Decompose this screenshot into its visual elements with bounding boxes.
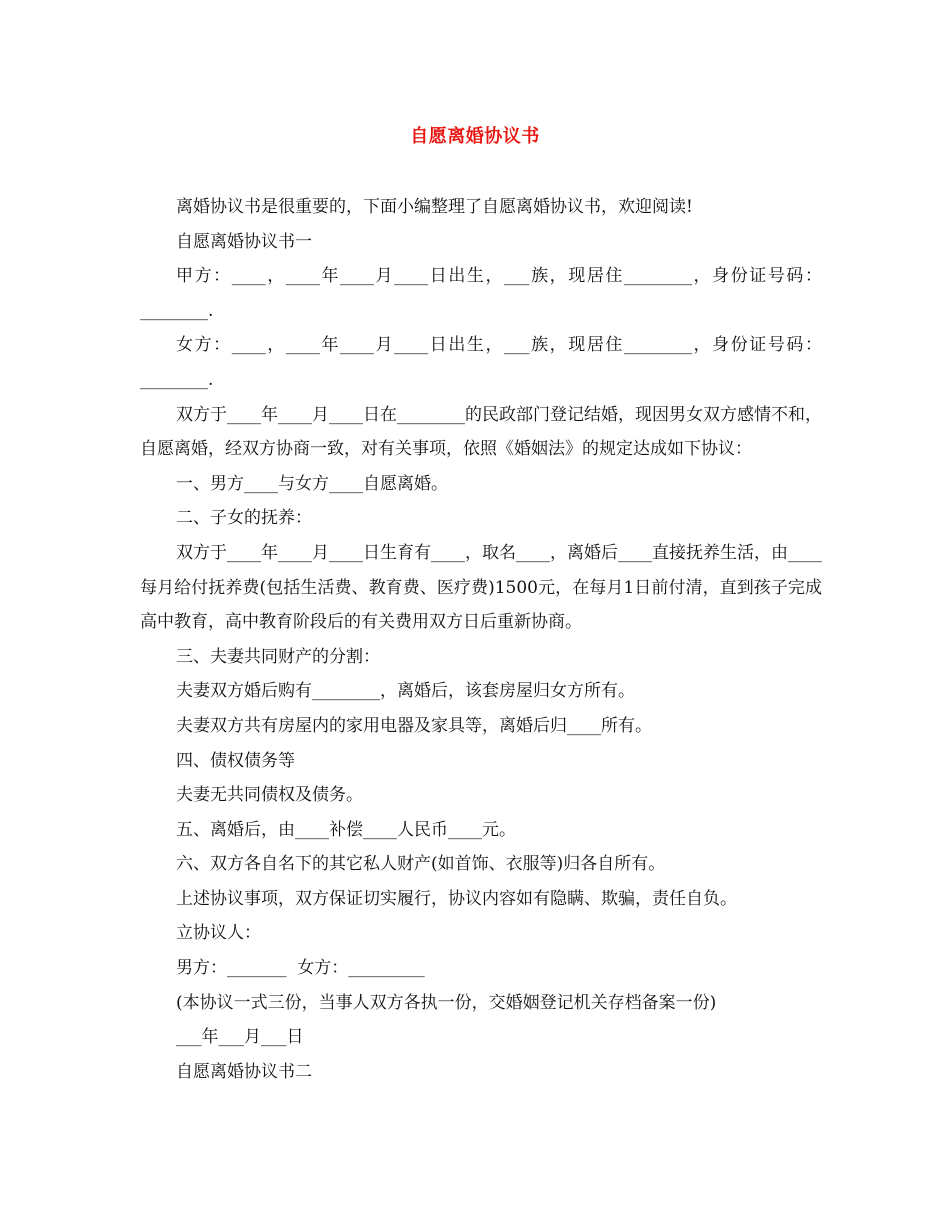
child-support-paragraph: 双方于____年____月____日生育有____，取名____，离婚后____直接抚养生活，由____每月给付抚养费(包括生活费、教育费、医疗费)1500元，在每月1日前付清，直到孩子完成高中教育，高中教育阶段后的有关费用双方日后重新协商。 [140,542,822,633]
clause-two-heading: 二、子女的抚养： [176,508,312,529]
property-house-paragraph: 夫妻双方婚后购有________，离婚后，该套房屋归女方所有。 [176,681,635,702]
date-line: ___年___月___日 [176,1027,304,1048]
marriage-registration-paragraph: 双方于____年____月____日在________的民政部门登记结婚，现因男女双方感情不和，自愿离婚，经双方协商一致，对有关事项，依照《婚姻法》的规定达成如下协议： [140,404,822,460]
debt-paragraph: 夫妻无共同债权及债务。 [176,785,363,806]
signature-line: 男方：_______ 女方：_________ [176,958,425,979]
clause-six: 六、双方各自名下的其它私人财产(如首饰、衣服等)归各自所有。 [176,854,666,875]
intro-paragraph: 离婚协议书是很重要的，下面小编整理了自愿离婚协议书，欢迎阅读! [176,197,693,217]
clause-three-heading: 三、夫妻共同财产的分割： [176,646,380,667]
party-a-info: 甲方：____，____年____月____日出生，___族，现居住________，身份证号码：________. [140,266,822,321]
section-heading-agreement-one: 自愿离婚协议书一 [176,231,312,252]
clause-four-heading: 四、债权债务等 [176,750,295,771]
clause-one: 一、男方____与女方____自愿离婚。 [176,473,448,494]
property-furniture-paragraph: 夫妻双方共有房屋内的家用电器及家具等，离婚后归____所有。 [176,715,652,736]
document-title: 自愿离婚协议书 [410,126,540,147]
signatories-label: 立协议人： [176,923,261,944]
clause-five: 五、离婚后，由____补偿____人民币____元。 [176,819,516,840]
section-heading-agreement-two: 自愿离婚协议书二 [176,1061,312,1082]
copies-note: (本协议一式三份，当事人双方各执一份，交婚姻登记机关存档备案一份) [176,992,717,1013]
document-body [140,190,822,1089]
guarantee-paragraph: 上述协议事项，双方保证切实履行，协议内容如有隐瞒、欺骗，责任自负。 [176,888,737,909]
party-b-info: 女方：____，____年____月____日出生，___族，现居住________，身份证号码：________. [140,335,822,390]
